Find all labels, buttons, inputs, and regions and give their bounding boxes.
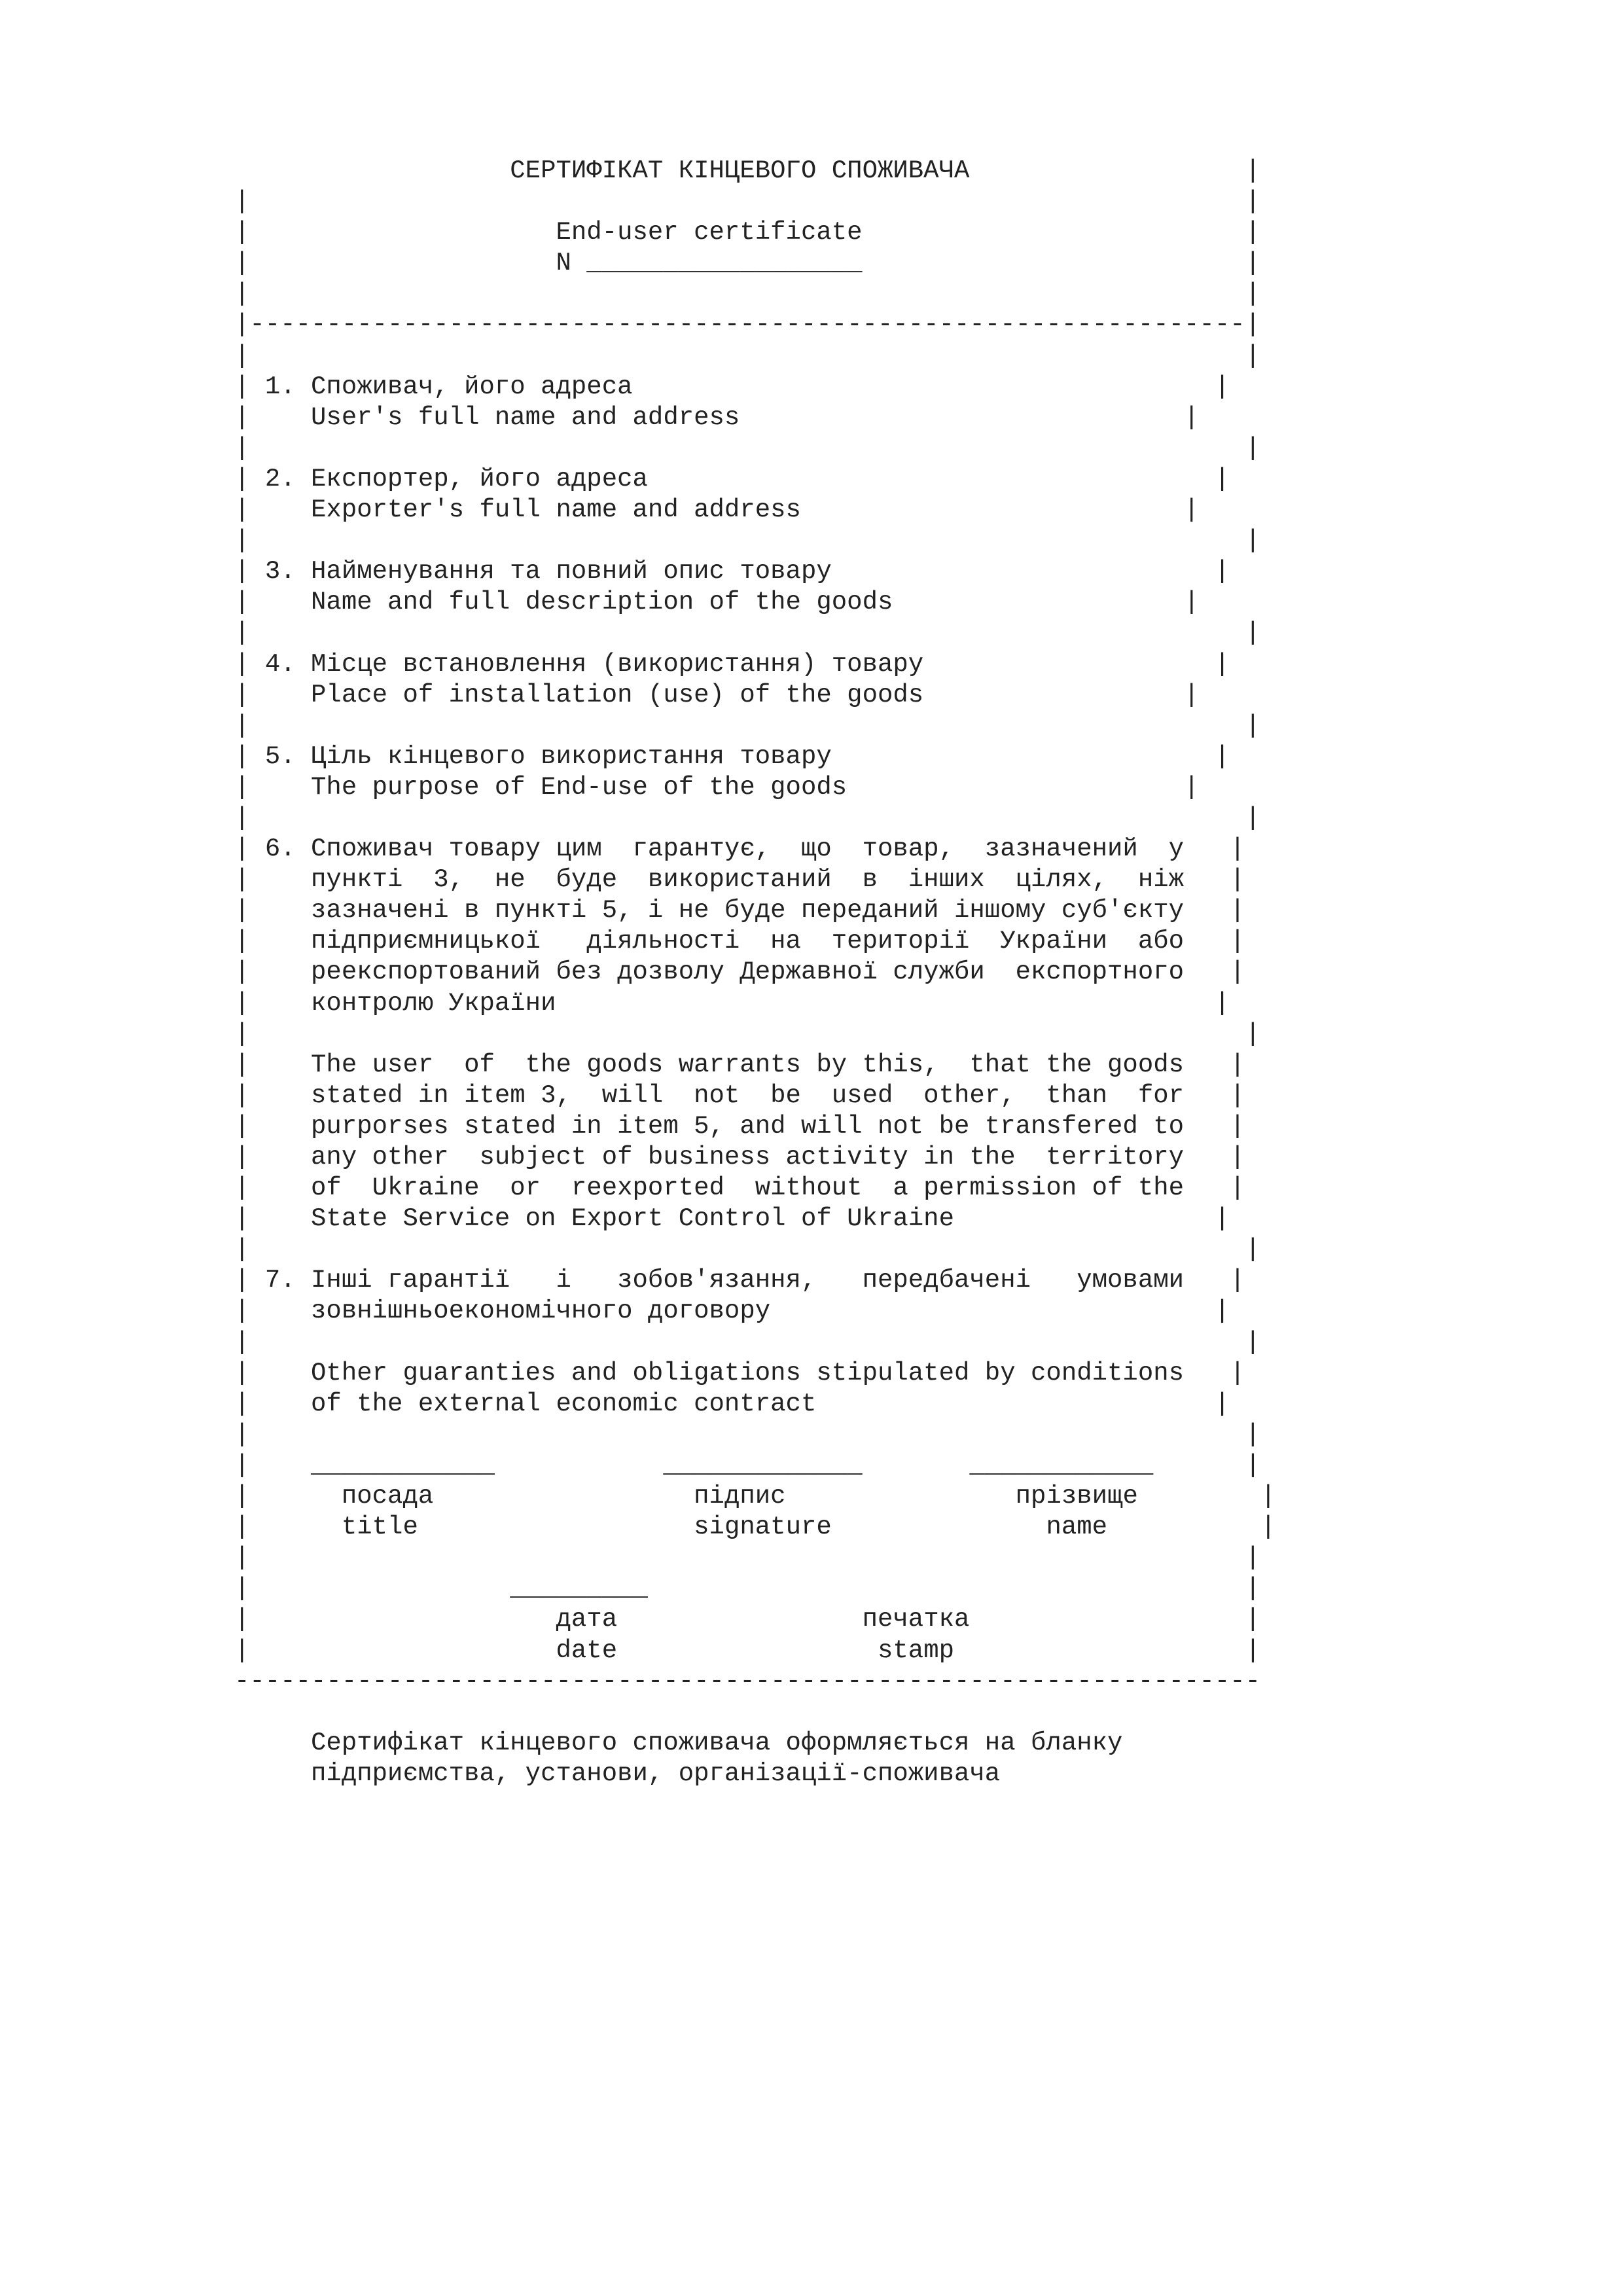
title-label-en: title — [341, 1513, 418, 1542]
item-6-text-uk: реекспортований без дозволу Державної служби експортного — [311, 958, 1185, 987]
item-3-en-line: | Name and full description of the goods | — [234, 588, 1200, 617]
frame-line: | | — [234, 1543, 1261, 1573]
certificate-number-blank[interactable]: __________________ — [586, 249, 863, 278]
certificate-title: СЕРТИФІКАТ КІНЦЕВОГО СПОЖИВАЧА — [510, 156, 970, 185]
frame-line: | | — [234, 803, 1261, 833]
item-6-en-line: | stated in item 3, will not be used other, than for | — [234, 1081, 1245, 1110]
certificate-title-line: СЕРТИФІКАТ КІНЦЕВОГО СПОЖИВАЧА | — [510, 156, 1261, 185]
item-3-number: 3. — [264, 557, 296, 586]
item-3-label-uk: Найменування та повний опис товару — [311, 557, 832, 586]
frame-line: | | — [234, 1420, 1261, 1449]
item-2-label-uk: Експортер, його адреса — [311, 464, 648, 493]
stamp-label-en: stamp — [877, 1636, 955, 1665]
footnote-line — [234, 1728, 1276, 1759]
frame-line: | | — [234, 279, 1261, 309]
item-7-en-line: | of the external economic contract | — [234, 1389, 1230, 1418]
footnote-text: Сертифікат кінцевого споживача оформляється на бланку — [311, 1728, 1123, 1757]
item-6-uk-line: | зазначені в пункті 5, і не буде переданий іншому суб'єкту | — [234, 896, 1245, 925]
item-2-number: 2. — [264, 464, 296, 493]
certificate-title-en: End-user certificate — [556, 218, 863, 247]
date-stamp-en-line: | date stamp | — [234, 1636, 1261, 1665]
item-6-en-line: | of Ukraine or reexported without a permission of the | — [234, 1174, 1245, 1203]
certificate-document — [234, 156, 1276, 1789]
frame-line: | | — [234, 1235, 1261, 1265]
signature-label-uk: підпис — [694, 1482, 786, 1511]
item-1-label-uk: Споживач, його адреса — [311, 372, 633, 401]
item-6-text-en: purporses stated in item 5, and will not be transfered to — [311, 1111, 1185, 1141]
item-7-text-uk: Інші гарантії і зобов'язання, передбачені умовами — [311, 1266, 1185, 1295]
item-7-text-en: Other guaranties and obligations stipulated by conditions — [311, 1358, 1185, 1388]
item-6-text-uk: підприємницької діяльності на території України або — [311, 927, 1185, 956]
item-6-text-en: any other subject of business activity in the territory — [311, 1143, 1185, 1172]
item-6-uk-line: | 6. Споживач товару цим гарантує, що товар, зазначений у | — [234, 834, 1245, 864]
blank-line — [234, 1697, 1276, 1728]
frame-line: | | — [234, 1019, 1261, 1049]
item-7-uk-line: | зовнішньоекономічного договору | — [234, 1297, 1230, 1326]
item-6-number: 6. — [264, 834, 296, 864]
item-7-number: 7. — [264, 1266, 296, 1295]
item-7-en-line: | Other guaranties and obligations stipulated by conditions | — [234, 1358, 1245, 1388]
frame-line: | | — [234, 433, 1261, 463]
name-label-uk: прізвище — [1015, 1482, 1138, 1511]
item-5-uk-line: | 5. Ціль кінцевого використання товару | — [234, 742, 1230, 771]
item-2-en-line: | Exporter's full name and address | — [234, 495, 1200, 525]
title-label-uk: посада — [341, 1482, 434, 1511]
date-label-uk: дата — [556, 1605, 618, 1634]
frame-divider: |-----------------------------------------------------------------| — [234, 310, 1261, 340]
name-blank[interactable]: ____________ — [969, 1450, 1154, 1480]
item-4-label-en: Place of installation (use) of the goods — [311, 680, 924, 709]
item-6-uk-line: | підприємницької діяльності на території України або | — [234, 927, 1245, 956]
item-5-number: 5. — [264, 742, 296, 771]
date-blank-line: | _________ | — [234, 1574, 1261, 1604]
item-3-label-en: Name and full description of the goods — [311, 588, 893, 617]
item-7-text-uk: зовнішньоекономічного договору — [311, 1297, 771, 1326]
item-2-uk-line: | 2. Експортер, його адреса | — [234, 464, 1230, 493]
item-1-uk-line: | 1. Споживач, його адреса | — [234, 372, 1230, 401]
item-6-text-en: The user of the goods warrants by this, that the goods — [311, 1050, 1185, 1079]
date-label-en: date — [556, 1636, 618, 1665]
item-5-en-line: | The purpose of End-use of the goods | — [234, 772, 1200, 802]
item-6-text-uk: контролю України — [311, 988, 556, 1018]
signature-blank[interactable]: _____________ — [663, 1450, 863, 1480]
item-7-text-en: of the external economic contract — [311, 1389, 817, 1418]
item-4-number: 4. — [264, 649, 296, 679]
item-6-text-uk: пункті 3, не буде використаний в інших цілях, ніж — [311, 865, 1185, 895]
footnote-text: підприємства, установи, організації-споживача — [311, 1759, 1001, 1788]
frame-bottom-border: ------------------------------------------------------------------- — [234, 1666, 1261, 1696]
item-6-en-line: | State Service on Export Control of Ukraine | — [234, 1204, 1230, 1234]
item-4-en-line: | Place of installation (use) of the goods | — [234, 680, 1200, 709]
item-6-en-line: | purporses stated in item 5, and will not be transfered to | — [234, 1111, 1245, 1141]
item-6-en-line: | any other subject of business activity in the territory | — [234, 1143, 1245, 1172]
item-6-uk-line: | контролю України | — [234, 988, 1230, 1018]
footnote-line — [234, 1759, 1276, 1789]
item-6-text-en: of Ukraine or reexported without a permission of the — [311, 1174, 1185, 1203]
item-4-label-uk: Місце встановлення (використання) товару — [311, 649, 924, 679]
item-1-number: 1. — [264, 372, 296, 401]
item-6-text-uk: зазначені в пункті 5, і не буде переданий іншому суб'єкту — [311, 896, 1185, 925]
frame-line: | | — [234, 341, 1261, 370]
signature-labels-uk-line: | посада підпис прізвище | — [234, 1482, 1276, 1511]
item-1-en-line: | User's full name and address | — [234, 403, 1200, 432]
certificate-number-line: | N __________________ | — [234, 249, 1261, 278]
signature-blanks-line: | ____________ _____________ ____________ | — [234, 1450, 1261, 1480]
frame-line: | | — [234, 1327, 1261, 1357]
frame-line: | | — [234, 526, 1261, 556]
item-6-uk-line: | реекспортований без дозволу Державної служби експортного | — [234, 958, 1245, 987]
item-2-label-en: Exporter's full name and address — [311, 495, 801, 525]
item-6-text-en: State Service on Export Control of Ukraine — [311, 1204, 954, 1234]
item-6-text-en: stated in item 3, will not be used other, than for — [311, 1081, 1185, 1110]
item-5-label-en: The purpose of End-use of the goods — [311, 772, 847, 802]
title-blank[interactable]: ____________ — [311, 1450, 495, 1480]
certificate-number-label: N — [556, 249, 571, 278]
frame-line: | | — [234, 711, 1261, 740]
name-label-en: name — [1046, 1513, 1108, 1542]
item-5-label-uk: Ціль кінцевого використання товару — [311, 742, 832, 771]
item-6-en-line: | The user of the goods warrants by this, that the goods | — [234, 1050, 1245, 1079]
item-1-label-en: User's full name and address — [311, 403, 740, 432]
frame-line: | | — [234, 187, 1261, 217]
stamp-label-uk: печатка — [862, 1605, 970, 1634]
date-blank[interactable]: _________ — [510, 1574, 648, 1604]
item-4-uk-line: | 4. Місце встановлення (використання) товару | — [234, 649, 1230, 679]
item-3-uk-line: | 3. Найменування та повний опис товару | — [234, 557, 1230, 586]
item-7-uk-line: | 7. Інші гарантії і зобов'язання, передбачені умовами | — [234, 1266, 1245, 1295]
frame-line: | | — [234, 619, 1261, 648]
date-stamp-uk-line: | дата печатка | — [234, 1605, 1261, 1634]
signature-label-en: signature — [694, 1513, 832, 1542]
signature-labels-en-line: | title signature name | — [234, 1513, 1276, 1542]
item-6-uk-line: | пункті 3, не буде використаний в інших цілях, ніж | — [234, 865, 1245, 895]
item-6-text-uk: Споживач товару цим гарантує, що товар, зазначений у — [311, 834, 1185, 864]
certificate-title-en-line: | End-user certificate | — [234, 218, 1261, 247]
